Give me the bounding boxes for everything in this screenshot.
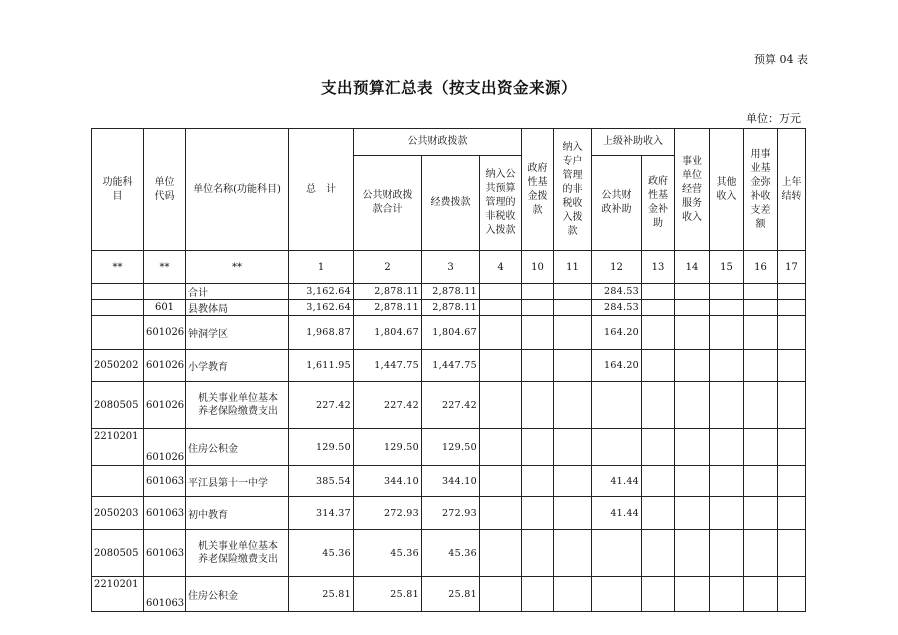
header-total: 总 计	[289, 129, 354, 251]
unit-name-cell: 县教体局	[186, 300, 289, 316]
header-carryover: 上年结转	[778, 129, 806, 251]
index-cell: 13	[642, 251, 675, 284]
public-fiscal-subsidy-cell: 284.53	[592, 284, 642, 300]
public-fiscal-subsidy-cell: 41.44	[592, 466, 642, 497]
index-cell: 16	[744, 251, 778, 284]
operating-cell: 272.93	[422, 497, 480, 530]
unit-code-cell: 601026	[144, 316, 186, 350]
public-fiscal-subsidy-cell: 284.53	[592, 300, 642, 316]
header-unit-name: 单位名称(功能科目)	[186, 129, 289, 251]
unit-code-cell: 601063	[144, 497, 186, 530]
table-row	[92, 382, 806, 429]
header-special-nontax: 纳入专户管理的非税收入拨款	[554, 129, 592, 251]
unit-name-cell: 初中教育	[186, 497, 289, 530]
budget-table	[91, 128, 806, 612]
index-cell: 11	[554, 251, 592, 284]
unit-code-cell	[144, 284, 186, 300]
public-fiscal-total-cell: 272.93	[354, 497, 422, 530]
table-row	[92, 497, 806, 530]
operating-cell: 1,447.75	[422, 350, 480, 382]
public-fiscal-subsidy-cell: 164.20	[592, 316, 642, 350]
public-fiscal-total-cell: 1,804.67	[354, 316, 422, 350]
public-fiscal-total-cell: 2,878.11	[354, 284, 422, 300]
unit-name-cell: 平江县第十一中学	[186, 466, 289, 497]
unit-code-cell: 601026	[144, 429, 186, 466]
table-row	[92, 429, 806, 466]
public-fiscal-subsidy-cell	[592, 530, 642, 577]
total-cell: 227.42	[289, 382, 354, 429]
operating-cell: 1,804.67	[422, 316, 480, 350]
unit-name-cell: 机关事业单位基本养老保险缴费支出	[186, 382, 289, 429]
total-cell: 3,162.64	[289, 300, 354, 316]
header-gov-fund: 政府性基金拨款	[522, 129, 554, 251]
unit-name-cell: 机关事业单位基本养老保险缴费支出	[186, 530, 289, 577]
unit-code-cell: 601026	[144, 382, 186, 429]
operating-cell: 45.36	[422, 530, 480, 577]
unit-name-cell: 住房公积金	[186, 429, 289, 466]
operating-cell: 344.10	[422, 466, 480, 497]
total-cell: 25.81	[289, 577, 354, 612]
index-cell: 12	[592, 251, 642, 284]
public-fiscal-total-cell: 25.81	[354, 577, 422, 612]
header-nontax-public: 纳入公共预算管理的非税收入拨款	[480, 156, 522, 251]
unit-name-cell: 小学教育	[186, 350, 289, 382]
total-cell: 1,611.95	[289, 350, 354, 382]
table-row	[92, 466, 806, 497]
header-func-subject: 功能科目	[92, 129, 144, 251]
index-cell: **	[92, 251, 144, 284]
public-fiscal-subsidy-cell	[592, 382, 642, 429]
func-subject-cell: 2210201	[92, 429, 144, 466]
page-title: 支出预算汇总表（按支出资金来源）	[320, 78, 577, 97]
func-subject-cell: 2050203	[92, 497, 144, 530]
index-cell: 4	[480, 251, 522, 284]
total-cell: 1,968.87	[289, 316, 354, 350]
index-cell: 10	[522, 251, 554, 284]
func-subject-cell	[92, 300, 144, 316]
public-fiscal-total-cell: 1,447.75	[354, 350, 422, 382]
total-cell: 129.50	[289, 429, 354, 466]
public-fiscal-total-cell: 227.42	[354, 382, 422, 429]
total-cell: 314.37	[289, 497, 354, 530]
column-index-row	[92, 251, 806, 284]
func-subject-cell: 2050202	[92, 350, 144, 382]
header-unit-code: 单位代码	[144, 129, 186, 251]
unit-code-cell: 601063	[144, 577, 186, 612]
public-fiscal-total-cell: 129.50	[354, 429, 422, 466]
operating-cell: 2,878.11	[422, 300, 480, 316]
table-row	[92, 577, 806, 612]
header-operating: 经费拨款	[422, 156, 480, 251]
index-cell: 2	[354, 251, 422, 284]
table-row	[92, 316, 806, 350]
unit-code-cell: 601	[144, 300, 186, 316]
total-cell: 3,162.64	[289, 284, 354, 300]
unit-code-cell: 601026	[144, 350, 186, 382]
header-public-fiscal: 公共财政拨款	[354, 129, 522, 156]
unit-label: 单位：万元	[746, 112, 801, 125]
unit-code-cell: 601063	[144, 530, 186, 577]
header-other-income: 其他收入	[710, 129, 744, 251]
header-fund-offset: 用事业基金弥补收支差额	[744, 129, 778, 251]
func-subject-cell: 2080505	[92, 530, 144, 577]
func-subject-cell	[92, 466, 144, 497]
index-cell: **	[186, 251, 289, 284]
unit-name-cell: 合计	[186, 284, 289, 300]
index-cell: 3	[422, 251, 480, 284]
header-public-fiscal-subsidy: 公共财政补助	[592, 156, 642, 251]
public-fiscal-total-cell: 344.10	[354, 466, 422, 497]
unit-code-cell: 601063	[144, 466, 186, 497]
public-fiscal-subsidy-cell	[592, 429, 642, 466]
public-fiscal-total-cell: 45.36	[354, 530, 422, 577]
operating-cell: 129.50	[422, 429, 480, 466]
index-cell: **	[144, 251, 186, 284]
index-cell: 1	[289, 251, 354, 284]
func-subject-cell	[92, 316, 144, 350]
public-fiscal-subsidy-cell: 164.20	[592, 350, 642, 382]
index-cell: 14	[675, 251, 710, 284]
unit-name-cell: 住房公积金	[186, 577, 289, 612]
operating-cell: 2,878.11	[422, 284, 480, 300]
func-subject-cell: 2080505	[92, 382, 144, 429]
index-cell: 15	[710, 251, 744, 284]
func-subject-cell: 2210201	[92, 577, 144, 612]
public-fiscal-subsidy-cell	[592, 577, 642, 612]
public-fiscal-subsidy-cell: 41.44	[592, 497, 642, 530]
total-cell: 385.54	[289, 466, 354, 497]
total-cell: 45.36	[289, 530, 354, 577]
table-row	[92, 284, 806, 300]
operating-cell: 25.81	[422, 577, 480, 612]
form-number: 预算 04 表	[754, 53, 808, 66]
public-fiscal-total-cell: 2,878.11	[354, 300, 422, 316]
header-superior-subsidy: 上级补助收入	[592, 129, 675, 156]
func-subject-cell	[92, 284, 144, 300]
table-row	[92, 300, 806, 316]
unit-name-cell: 钟洞学区	[186, 316, 289, 350]
header-public-fiscal-total: 公共财政拨款合计	[354, 156, 422, 251]
header-business-income: 事业单位经营服务收入	[675, 129, 710, 251]
table-row	[92, 350, 806, 382]
table-row	[92, 530, 806, 577]
index-cell: 17	[778, 251, 806, 284]
operating-cell: 227.42	[422, 382, 480, 429]
header-gov-fund-subsidy: 政府性基金补助	[642, 156, 675, 251]
